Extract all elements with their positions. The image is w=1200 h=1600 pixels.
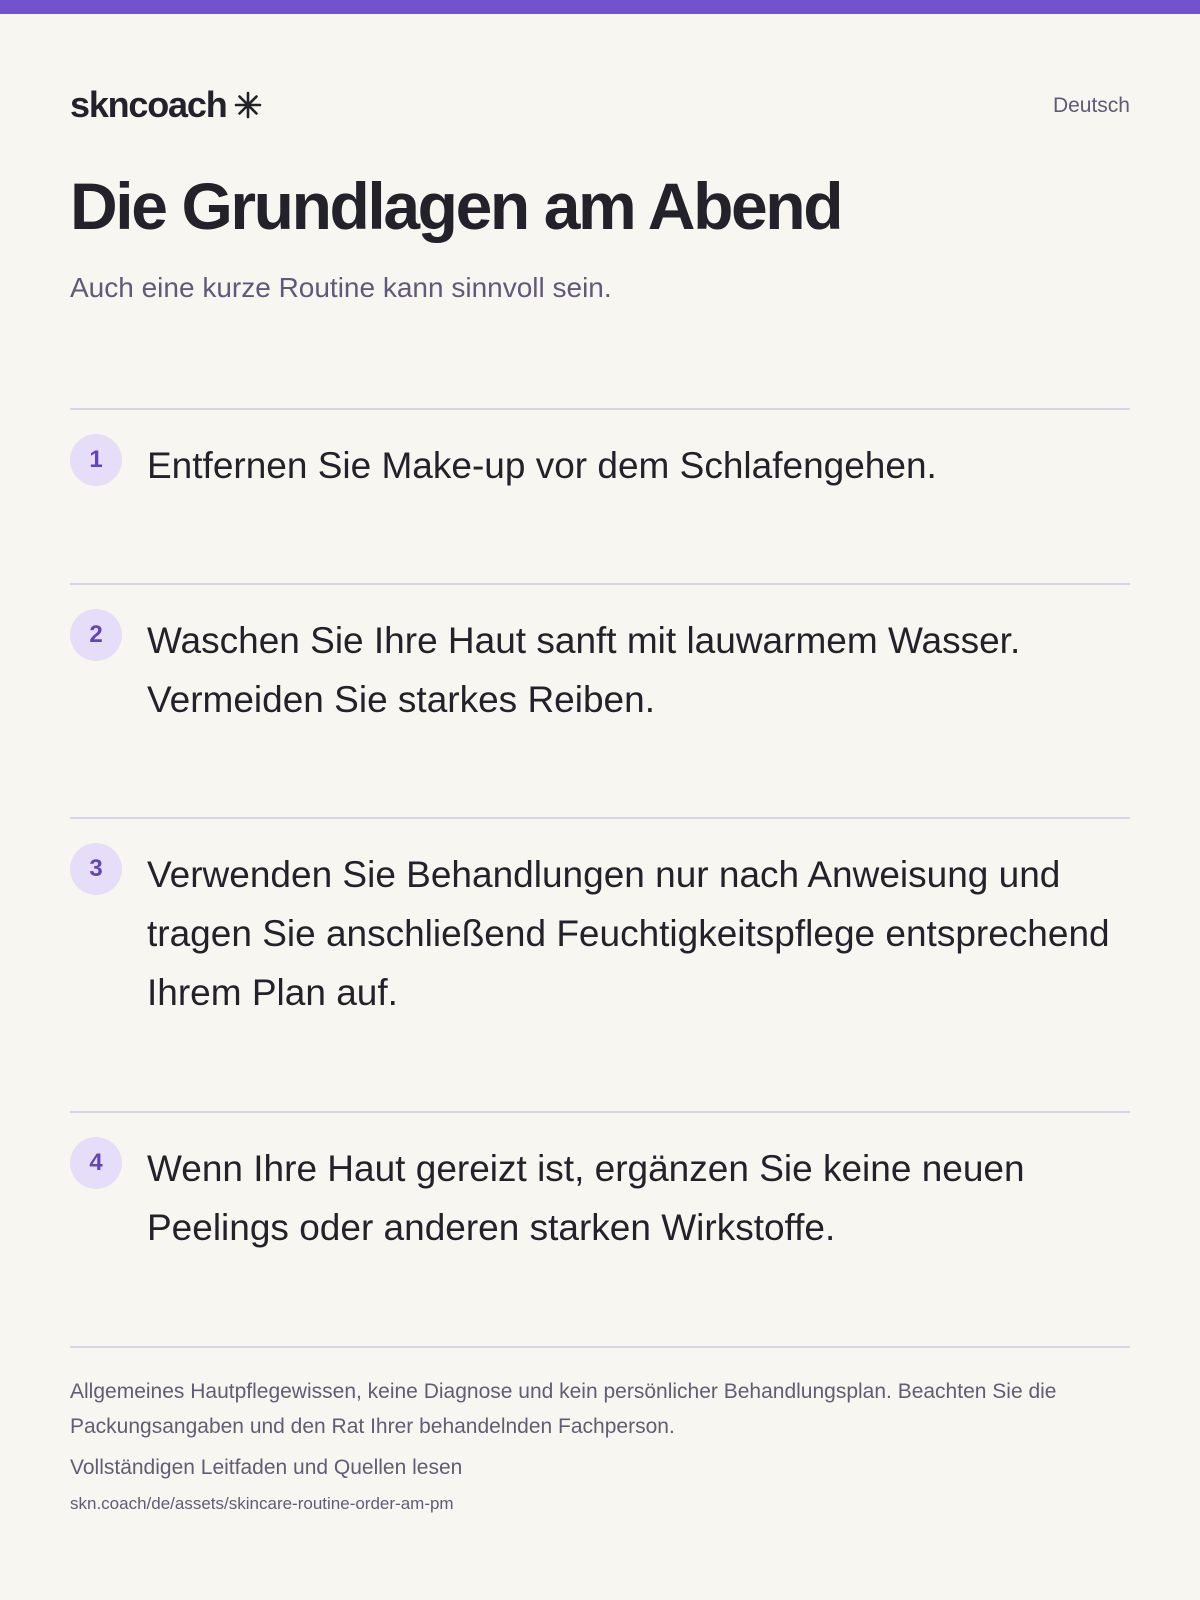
asterisk-icon — [234, 91, 262, 119]
step-text: Wenn Ihre Haut gereizt ist, ergänzen Sie keine neuen Peelings oder anderen starken Wirkstoffe. — [147, 1148, 1025, 1248]
accent-top-bar — [0, 0, 1200, 14]
disclaimer-text: Allgemeines Hautpflegewissen, keine Diagnose und kein persönlicher Behandlungsplan. Beachten Sie die Packungsangaben und den Rat Ihrer behandelnden Fachperson. — [70, 1380, 1057, 1438]
full-guide-link[interactable]: Vollständigen Leitfaden und Quellen lesen — [70, 1456, 463, 1479]
header — [70, 84, 1130, 134]
brand-logo[interactable] — [70, 84, 262, 126]
language-link[interactable]: Deutsch — [1052, 94, 1130, 117]
step-item — [70, 408, 1130, 583]
source-url: skn.coach/de/assets/skincare-routine-order-am-pm — [70, 1494, 454, 1513]
step-item — [70, 583, 1130, 817]
step-text: Entfernen Sie Make-up vor dem Schlafengehen. — [147, 445, 937, 486]
step-number-badge: 3 — [70, 843, 122, 895]
step-item — [70, 1111, 1130, 1347]
brand-name: skncoach — [70, 84, 227, 125]
step-number-badge: 2 — [70, 609, 122, 661]
page-title: Die Grundlagen am Abend — [70, 169, 842, 243]
footer — [70, 1346, 1130, 1514]
steps-list — [70, 408, 1130, 1347]
step-item — [70, 817, 1130, 1111]
step-text: Waschen Sie Ihre Haut sanft mit lauwarmem Wasser. Vermeiden Sie starkes Reiben. — [147, 620, 1021, 720]
page-subtitle: Auch eine kurze Routine kann sinnvoll sein. — [70, 272, 612, 303]
step-number-badge: 1 — [70, 434, 122, 486]
step-number-badge: 4 — [70, 1137, 122, 1189]
step-text: Verwenden Sie Behandlungen nur nach Anweisung und tragen Sie anschließend Feuchtigkeitspflege entsprechend Ihrem Plan auf. — [147, 854, 1110, 1013]
